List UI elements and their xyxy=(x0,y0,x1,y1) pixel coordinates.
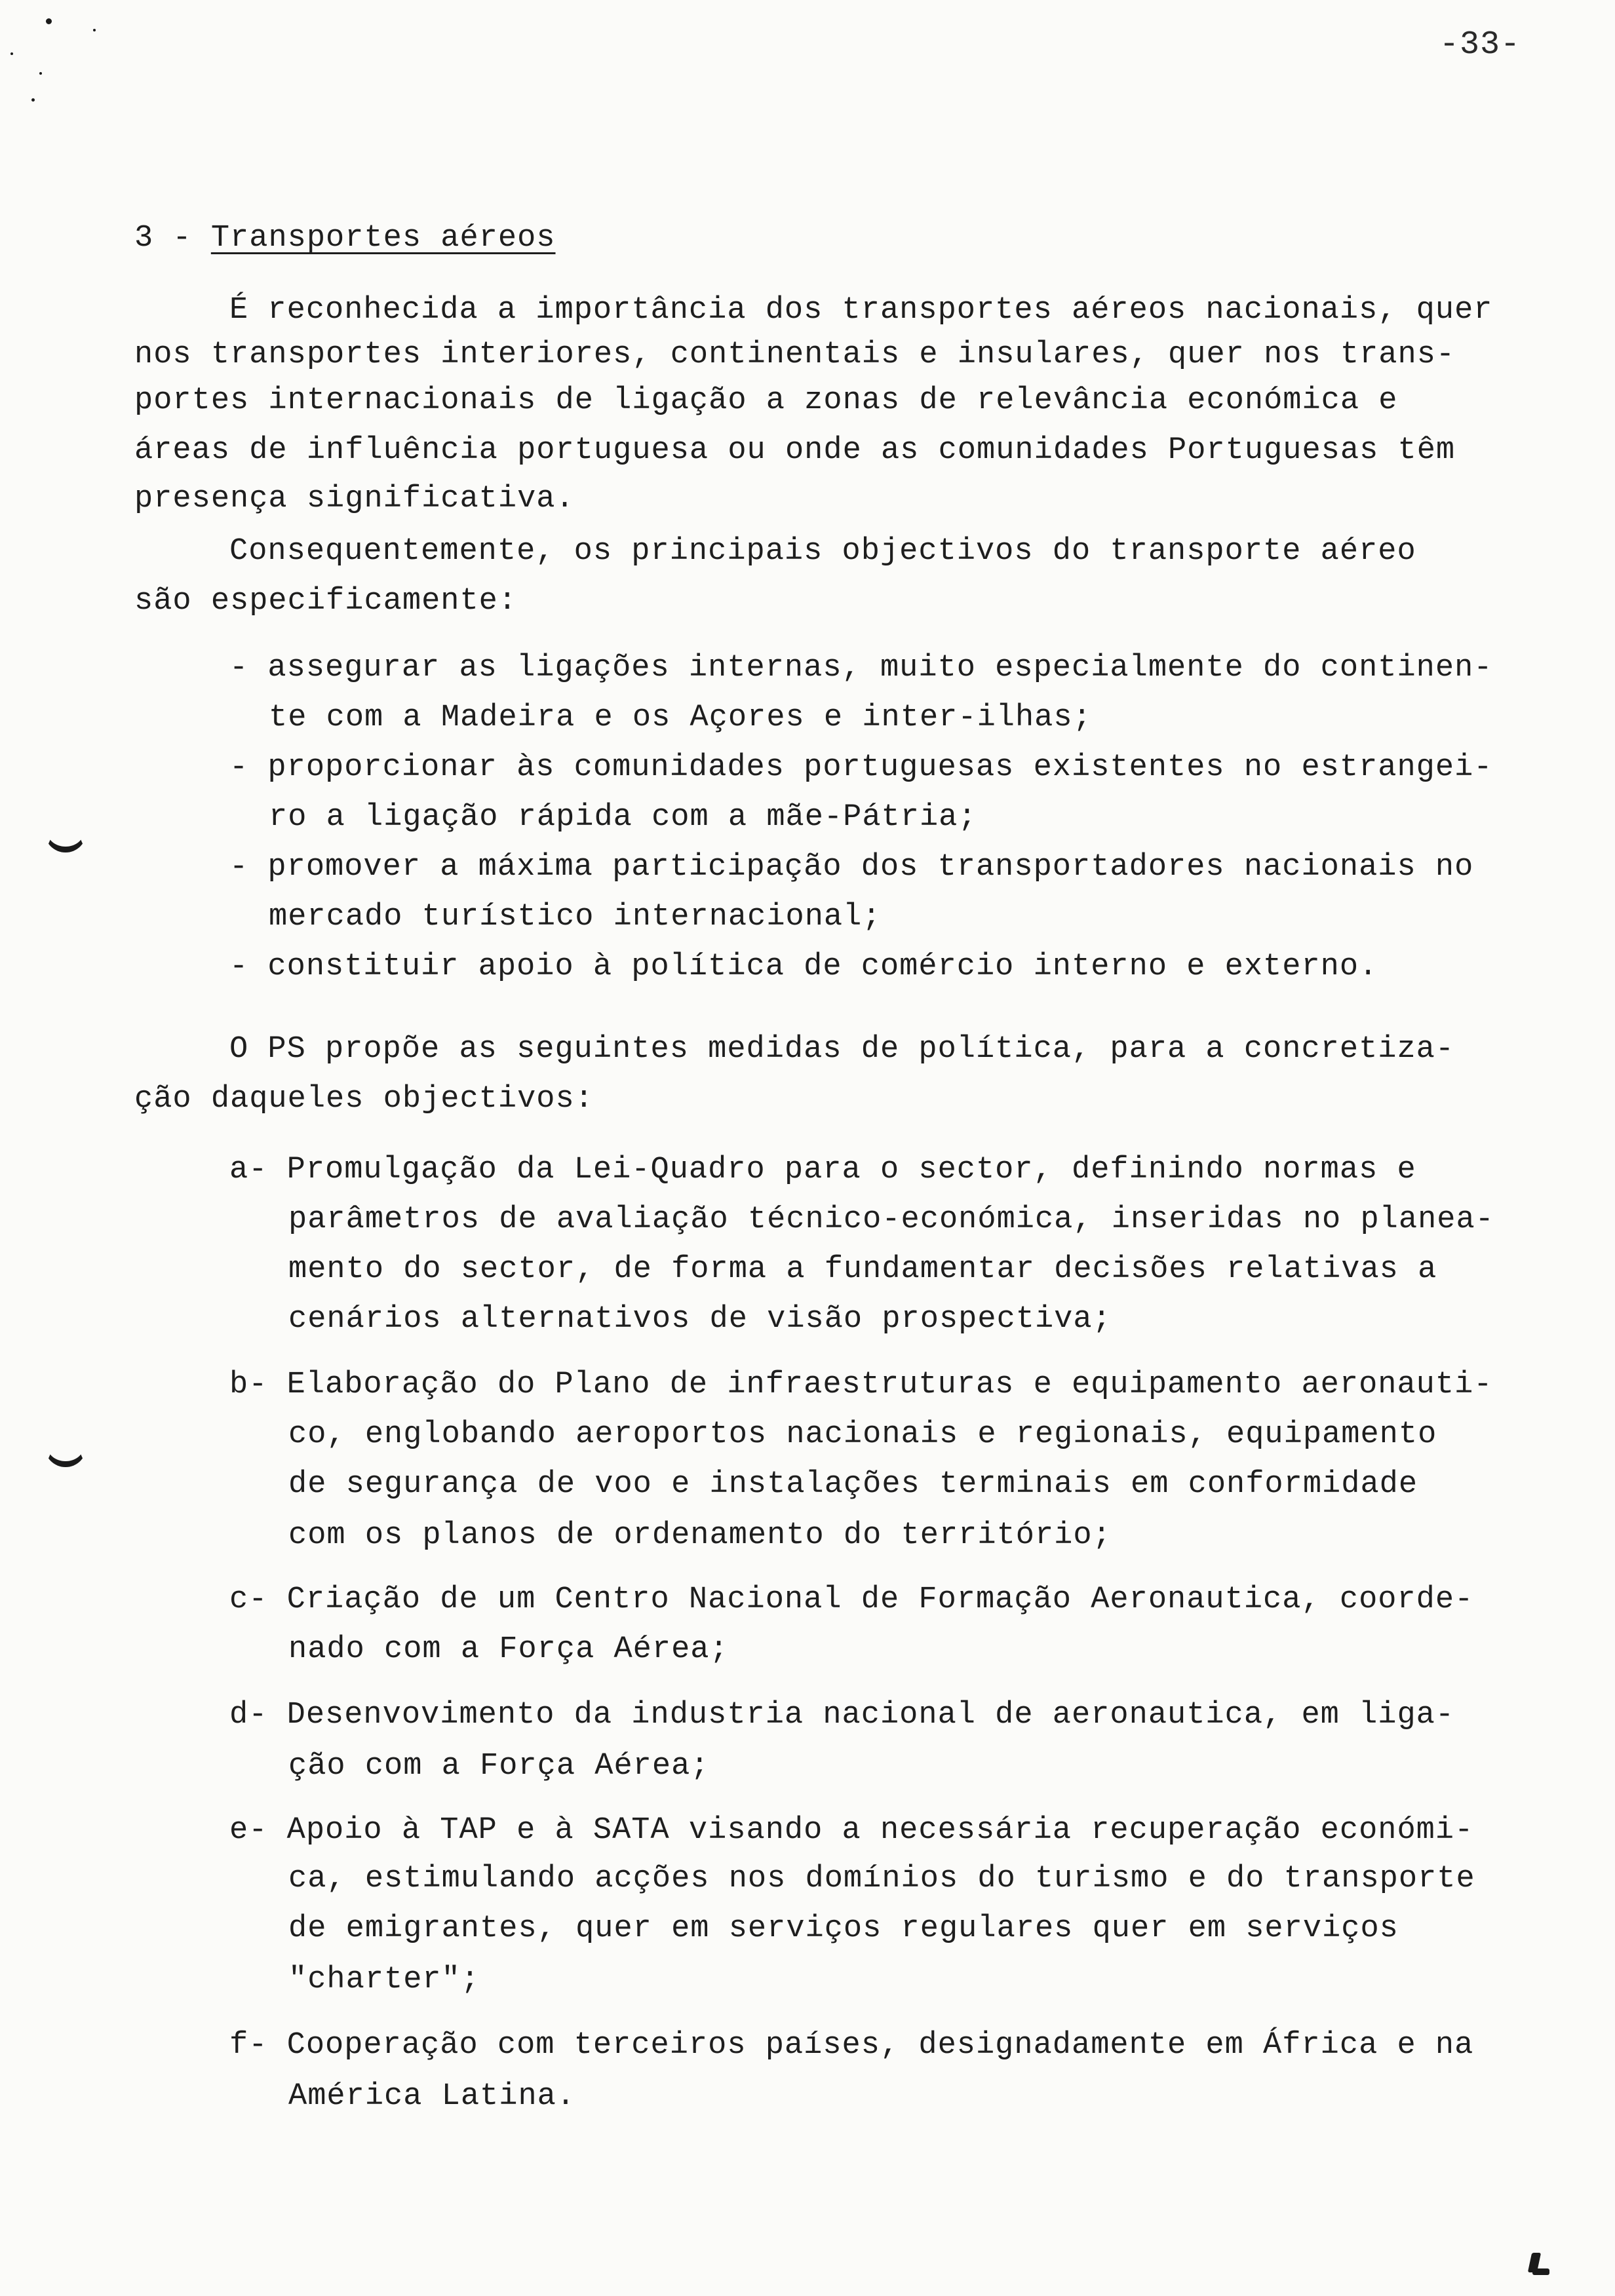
text-line: É reconhecida a importância dos transportes aéreos nacionais, quer xyxy=(229,293,1493,328)
scan-speck xyxy=(93,29,96,31)
text-line: "charter"; xyxy=(288,1962,480,1997)
text-line: - proporcionar às comunidades portuguesas existentes no estrangei- xyxy=(229,750,1493,785)
text-line: te com a Madeira e os Açores e inter-ilhas; xyxy=(269,700,1092,735)
text-line: - assegurar as ligações internas, muito especialmente do continen- xyxy=(229,651,1493,685)
section-title: Transportes aéreos xyxy=(210,221,556,256)
text-line: ca, estimulando acções nos domínios do turismo e do transporte xyxy=(288,1862,1475,1896)
text-line: d- Desenvovimento da industria nacional de aeronautica, em liga- xyxy=(229,1698,1455,1732)
text-line: - promover a máxima participação dos transportadores nacionais no xyxy=(229,850,1474,885)
text-line: portes internacionais de ligação a zonas de relevância económica e xyxy=(134,383,1398,418)
text-line: parâmetros de avaliação técnico-económica, inseridas no planea- xyxy=(288,1202,1494,1237)
text-line: f- Cooperação com terceiros países, designadamente em África e na xyxy=(229,2028,1474,2063)
punch-hole-mark xyxy=(45,1442,87,1467)
scan-speck xyxy=(39,72,42,75)
section-number: 3 - xyxy=(134,221,211,256)
text-line: com os planos de ordenamento do território; xyxy=(288,1518,1112,1553)
text-line: ção daqueles objectivos: xyxy=(134,1082,594,1117)
text-line: mento do sector, de forma a fundamentar decisões relativas a xyxy=(288,1252,1437,1287)
text-line: - constituir apoio à política de comércio interno e externo. xyxy=(229,949,1378,984)
text-line: América Latina. xyxy=(288,2079,576,2114)
scan-speck xyxy=(31,98,35,102)
text-line: a- Promulgação da Lei-Quadro para o sector, definindo normas e xyxy=(229,1153,1416,1187)
page-number: -33- xyxy=(1439,26,1521,64)
text-line: co, englobando aeroportos nacionais e regionais, equipamento xyxy=(288,1417,1437,1452)
text-line: O PS propõe as seguintes medidas de política, para a concretiza- xyxy=(229,1032,1455,1067)
text-line: ro a ligação rápida com a mãe-Pátria; xyxy=(269,800,977,835)
punch-hole-mark xyxy=(45,827,87,852)
scan-speck xyxy=(10,52,13,55)
text-line: nado com a Força Aérea; xyxy=(288,1632,729,1667)
section-heading xyxy=(134,216,556,261)
text-line: b- Elaboração do Plano de infraestruturas e equipamento aeronauti- xyxy=(229,1368,1493,1402)
text-line: de segurança de voo e instalações terminais em conformidade xyxy=(288,1467,1418,1502)
text-line: áreas de influência portuguesa ou onde as comunidades Portuguesas têm xyxy=(134,433,1456,468)
text-line: nos transportes interiores, continentais e insulares, quer nos trans- xyxy=(134,337,1456,372)
text-line: presença significativa. xyxy=(134,482,575,516)
text-line: de emigrantes, quer em serviços regulares quer em serviços xyxy=(288,1911,1399,1946)
text-line: são especificamente: xyxy=(134,584,518,619)
text-line: ção com a Força Aérea; xyxy=(288,1749,710,1784)
corner-mark xyxy=(1532,2268,1549,2275)
text-line: mercado turístico internacional; xyxy=(269,900,882,934)
scan-speck xyxy=(46,18,52,24)
text-line: Consequentemente, os principais objectivos do transporte aéreo xyxy=(229,534,1416,569)
text-line: e- Apoio à TAP e à SATA visando a necessária recuperação económi- xyxy=(229,1813,1474,1848)
text-line: cenários alternativos de visão prospectiva; xyxy=(288,1302,1112,1337)
text-line: c- Criação de um Centro Nacional de Formação Aeronautica, coorde- xyxy=(229,1582,1474,1617)
